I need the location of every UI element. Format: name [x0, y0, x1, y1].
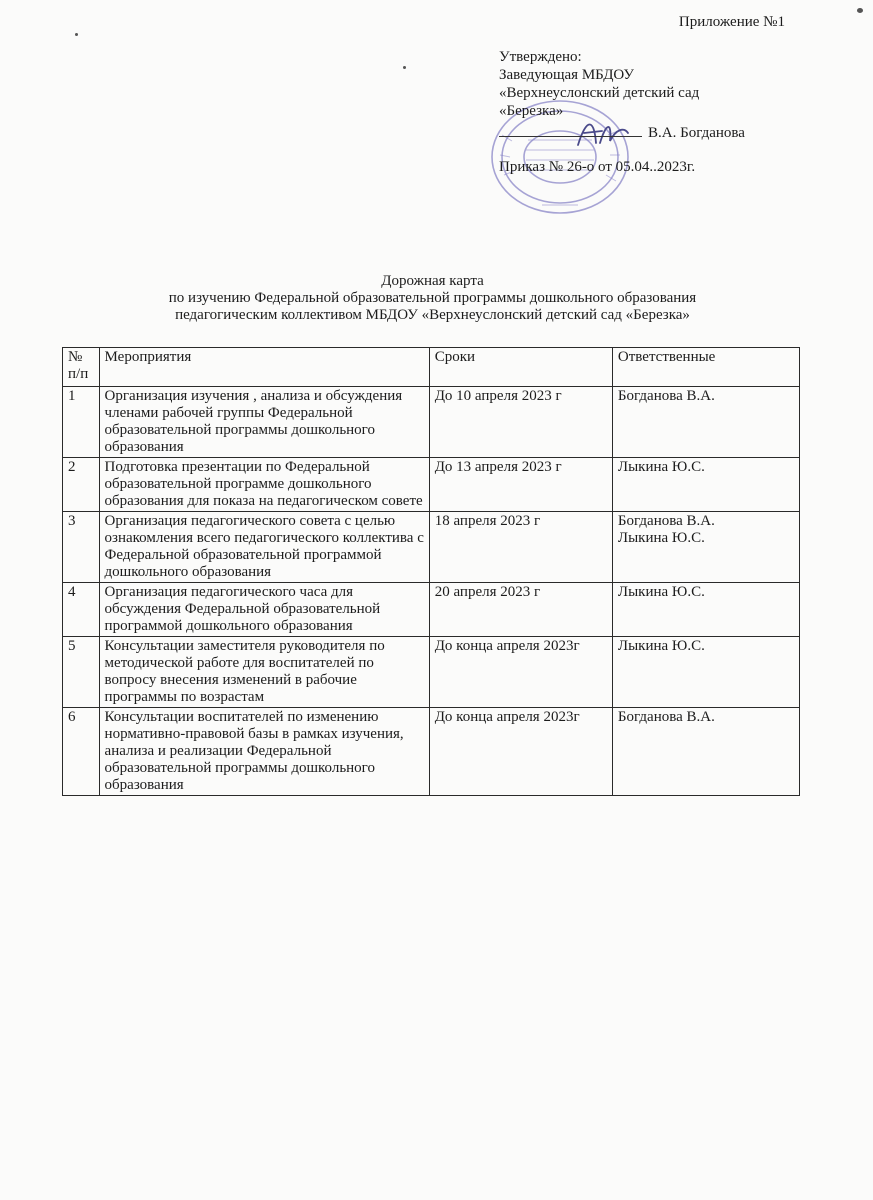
row-term: До 10 апреля 2023 г [429, 387, 612, 458]
table-row [63, 583, 800, 637]
row-number: 4 [63, 583, 100, 637]
row-activity: Консультации воспитателей по изменению нормативно-правовой базы в рамках изучения, анализа и реализации Федеральной образовательной программы дошкольного образования [99, 708, 429, 796]
row-number: 2 [63, 458, 100, 512]
row-number: 6 [63, 708, 100, 796]
document-title [60, 273, 805, 324]
row-responsible [612, 583, 799, 637]
roadmap-table [62, 347, 800, 796]
row-responsible [612, 512, 799, 583]
header-cell-responsible: Ответственные [612, 348, 799, 387]
row-number: 3 [63, 512, 100, 583]
row-responsible [612, 708, 799, 796]
row-responsible [612, 387, 799, 458]
row-number: 5 [63, 637, 100, 708]
approval-block [499, 48, 799, 176]
table-row [63, 708, 800, 796]
row-responsible [612, 458, 799, 512]
row-activity: Подготовка презентации по Федеральной образовательной программе дошкольного образования для показа на педагогическом совете [99, 458, 429, 512]
responsible-person: Лыкина Ю.С. [617, 584, 705, 600]
row-responsible [612, 637, 799, 708]
scan-speck [857, 8, 863, 13]
header-cell-activities: Мероприятия [99, 348, 429, 387]
scan-speck [75, 33, 78, 36]
responsible-person: Лыкина Ю.С. [617, 459, 705, 475]
table-row [63, 458, 800, 512]
responsible-person: Богданова В.А. [617, 513, 715, 529]
signature-line [499, 136, 642, 137]
scan-speck [403, 66, 406, 69]
responsible-person: Лыкина Ю.С. [617, 530, 705, 546]
table-row [63, 637, 800, 708]
row-term: До 13 апреля 2023 г [429, 458, 612, 512]
table-header-row [63, 348, 800, 387]
row-term: 18 апреля 2023 г [429, 512, 612, 583]
row-activity: Организация педагогического часа для обсуждения Федеральной образовательной программой дошкольного образования [99, 583, 429, 637]
approver-position: Заведующая МБДОУ [499, 67, 635, 83]
row-activity: Организация изучения , анализа и обсуждения членами рабочей группы Федеральной образовательной программы дошкольного образования [99, 387, 429, 458]
responsible-person: Богданова В.А. [617, 388, 715, 404]
organization-line: «Березка» [499, 103, 564, 119]
signature-row [499, 120, 799, 142]
table-row [63, 387, 800, 458]
row-activity: Консультации заместителя руководителя по методической работе для воспитателей по вопросу внесения изменений в рабочие программы по возрастам [99, 637, 429, 708]
responsible-person: Богданова В.А. [617, 709, 715, 725]
title-line: по изучению Федеральной образовательной программы дошкольного образования [168, 290, 697, 306]
row-term: До конца апреля 2023г [429, 708, 612, 796]
responsible-person: Лыкина Ю.С. [617, 638, 705, 654]
row-activity: Организация педагогического совета с целью ознакомления всего педагогического коллектива с Федеральной образовательной программой дошкольного образования [99, 512, 429, 583]
signer-name: В.А. Богданова [648, 125, 745, 141]
header-cell-number: № п/п [63, 348, 100, 387]
row-term: 20 апреля 2023 г [429, 583, 612, 637]
table-row [63, 512, 800, 583]
organization-line: «Верхнеуслонский детский сад [499, 85, 700, 101]
approved-label: Утверждено: [499, 49, 582, 65]
title-line: педагогическим коллективом МБДОУ «Верхнеуслонский детский сад «Березка» [175, 307, 690, 323]
header-cell-terms: Сроки [429, 348, 612, 387]
order-reference: Приказ № 26-о от 05.04..2023г. [499, 159, 696, 175]
title-line: Дорожная карта [381, 273, 484, 289]
row-number: 1 [63, 387, 100, 458]
row-term: До конца апреля 2023г [429, 637, 612, 708]
annex-label: Приложение №1 [678, 14, 785, 30]
